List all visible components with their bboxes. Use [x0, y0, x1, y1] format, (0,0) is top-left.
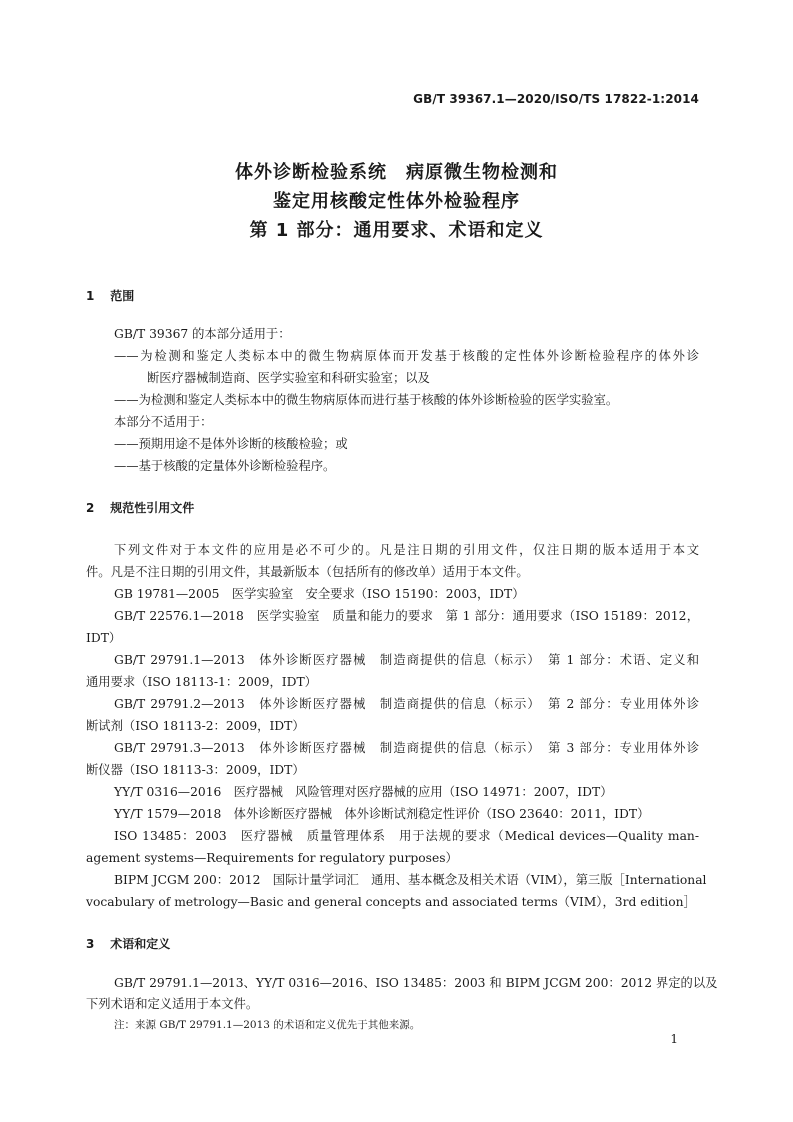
section-3-number: 3 — [86, 937, 95, 951]
reference-line: GB/T 22576.1—2018 医学实验室 质量和能力的要求 第 1 部分：通用要求（ISO 15189：2012， — [114, 609, 699, 623]
section-2-intro-line: 下列文件对于本文件的应用是必不可少的。凡是注日期的引用文件，仅注日期的版本适用于本文 — [114, 543, 699, 557]
section-2-intro-line: 件。凡是不注日期的引用文件，其最新版本（包括所有的修改单）适用于本文件。 — [86, 565, 529, 579]
section-1-line: GB/T 39367 的本部分适用于： — [114, 327, 291, 341]
section-2-title: 规范性引用文件 — [110, 501, 195, 515]
section-1-line: ——为检测和鉴定人类标本中的微生物病原体而进行基于核酸的体外诊断检验的医学实验室。 — [114, 393, 619, 407]
reference-line: YY/T 1579—2018 体外诊断医疗器械 体外诊断试剂稳定性评价（ISO 23640：2011，IDT） — [114, 807, 650, 821]
reference-line: GB 19781—2005 医学实验室 安全要求（ISO 15190：2003，IDT） — [114, 587, 525, 601]
section-3-line: 下列术语和定义适用于本文件。 — [86, 997, 259, 1011]
section-1-number: 1 — [86, 289, 95, 303]
reference-line: vocabulary of metrology—Basic and general concepts and associated terms（VIM），3rd edition］ — [86, 895, 696, 909]
title-line-2: 鉴定用核酸定性体外检验程序 — [273, 191, 520, 212]
section-1-line: ——为检测和鉴定人类标本中的微生物病原体而开发基于核酸的定性体外诊断检验程序的体外诊 — [114, 349, 699, 363]
reference-line: GB/T 29791.3—2013 体外诊断医疗器械 制造商提供的信息（标示） 第 3 部分：专业用体外诊 — [114, 741, 699, 755]
section-3-title: 术语和定义 — [110, 937, 171, 951]
reference-line: 断仪器（ISO 18113-3：2009，IDT） — [86, 763, 305, 777]
reference-line: GB/T 29791.2—2013 体外诊断医疗器械 制造商提供的信息（标示） 第 2 部分：专业用体外诊 — [114, 697, 699, 711]
page-number: 1 — [670, 1032, 678, 1046]
section-1-line: 断医疗器械制造商、医学实验室和科研实验室；以及 — [147, 371, 430, 385]
section-3-note: 注：来源 GB/T 29791.1—2013 的术语和定义优先于其他来源。 — [114, 1019, 421, 1031]
reference-line: BIPM JCGM 200：2012 国际计量学词汇 通用、基本概念及相关术语（VIM），第三版［International — [114, 873, 707, 887]
section-1-line: 本部分不适用于： — [114, 415, 213, 429]
reference-line: ISO 13485：2003 医疗器械 质量管理体系 用于法规的要求（Medical devices—Quality man- — [114, 829, 699, 843]
section-1-heading — [86, 287, 134, 304]
reference-line: YY/T 0316—2016 医疗器械 风险管理对医疗器械的应用（ISO 14971：2007，IDT） — [114, 785, 613, 799]
standard-number-header: GB/T 39367.1—2020/ISO/TS 17822-1:2014 — [413, 92, 699, 106]
section-2-number: 2 — [86, 501, 95, 515]
section-1-line: ——基于核酸的定量体外诊断检验程序。 — [114, 459, 336, 473]
title-line-3: 第 1 部分：通用要求、术语和定义 — [249, 220, 544, 241]
section-2-heading — [86, 499, 194, 516]
section-1-line: ——预期用途不是体外诊断的核酸检验；或 — [114, 437, 348, 451]
reference-line: 通用要求（ISO 18113-1：2009，IDT） — [86, 675, 317, 689]
section-3-line: GB/T 29791.1—2013、YY/T 0316—2016、ISO 13485：2003 和 BIPM JCGM 200：2012 界定的以及 — [114, 976, 718, 990]
reference-line: agement systems—Requirements for regulatory purposes） — [86, 851, 458, 865]
reference-line: 断试剂（ISO 18113-2：2009，IDT） — [86, 719, 305, 733]
document-title — [0, 158, 793, 245]
reference-line: GB/T 29791.1—2013 体外诊断医疗器械 制造商提供的信息（标示） 第 1 部分：术语、定义和 — [114, 653, 699, 667]
section-1-title: 范围 — [110, 289, 135, 303]
reference-line: IDT） — [86, 631, 122, 645]
title-line-1: 体外诊断检验系统 病原微生物检测和 — [235, 162, 558, 183]
section-3-heading — [86, 935, 170, 952]
